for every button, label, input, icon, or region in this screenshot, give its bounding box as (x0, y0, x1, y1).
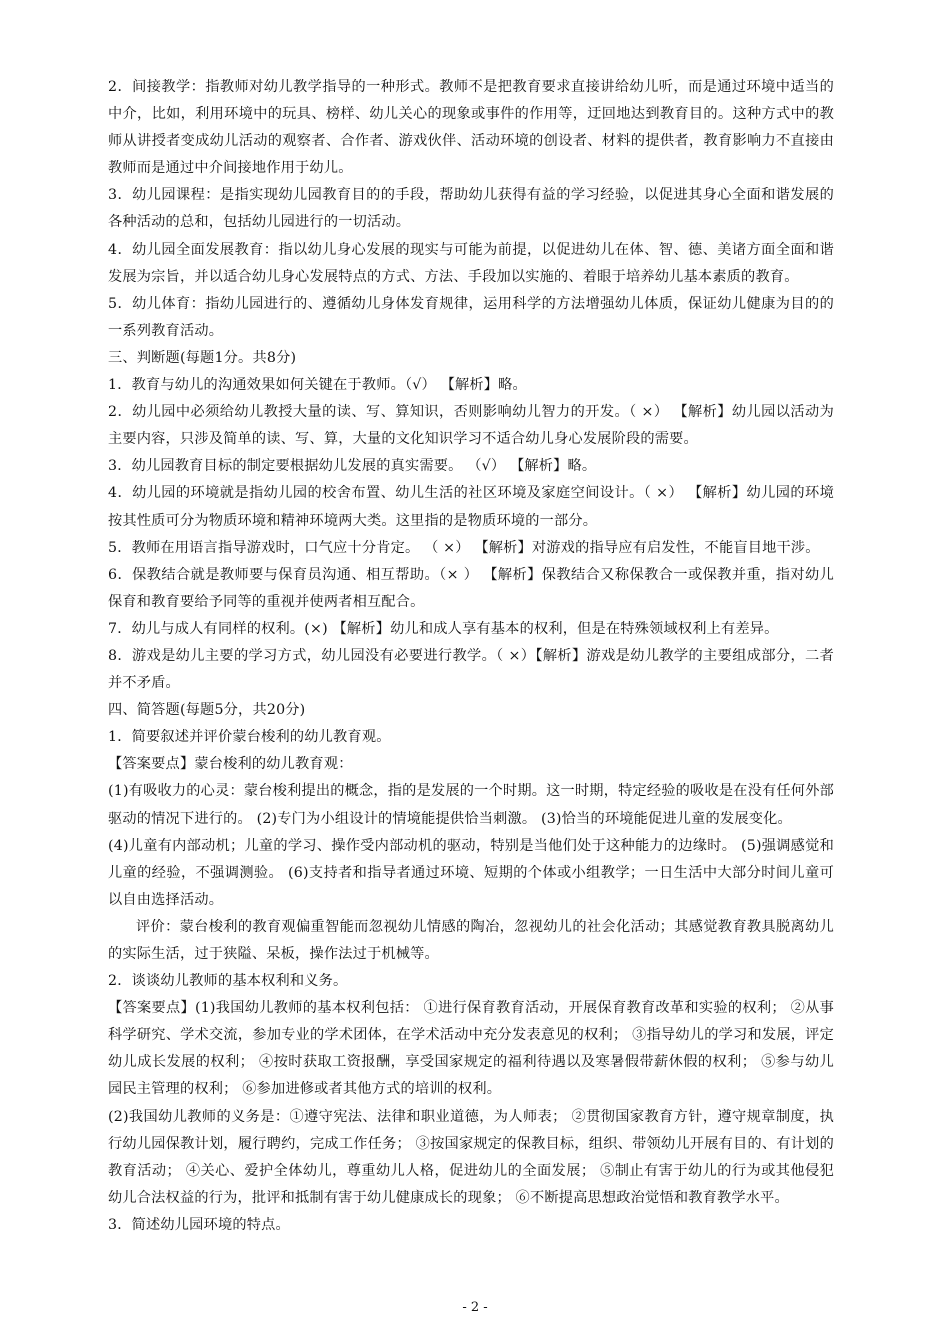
section-heading-short-answer: 四、简答题(每题5分，共20分) (108, 702, 306, 719)
true-false-item-4: 4．幼儿园的环境就是指幼儿园的校舍布置、幼儿生活的社区环境及家庭空间设计。（ ×） 【解析】幼儿园的环境按其性质可分为物质环境和精神环境两大类。这里指的是物质环境的一部分。 (108, 485, 834, 529)
true-false-item-2: 2．幼儿园中必须给幼儿教授大量的读、写、算知识，否则影响幼儿智力的开发。（ ×） 【解析】幼儿园以活动为主要内容，只涉及简单的读、写、算，大量的文化知识学习不适合幼儿身心发展阶段的需要。 (108, 404, 834, 448)
paragraph-physical-education: 5．幼儿体育：指幼儿园进行的、遵循幼儿身体发育规律，运用科学的方法增强幼儿体质，保证幼儿健康为目的的一系列教育活动。 (108, 295, 834, 339)
section-heading-true-false: 三、判断题(每题1分。共8分) (108, 349, 297, 366)
true-false-item-5: 5．教师在用语言指导游戏时，口气应十分肯定。 （ ×） 【解析】对游戏的指导应有启发性，不能盲目地干涉。 (108, 539, 820, 556)
true-false-item-1: 1．教育与幼儿的沟通效果如何关键在于教师。（√） 【解析】略。 (108, 377, 527, 394)
paragraph-comprehensive-education: 4．幼儿园全面发展教育：指以幼儿身心发展的现实与可能为前提，以促进幼儿在体、智、德、美诸方面全面和谐发展为宗旨，并以适合幼儿身心发展特点的方式、方法、手段加以实施的、着眼于培养幼儿基本素质的教育。 (108, 241, 834, 285)
true-false-item-7: 7．幼儿与成人有同样的权利。(×) 【解析】幼儿和成人享有基本的权利，但是在特殊领域权利上有差异。 (108, 620, 779, 637)
paragraph-indirect-teaching: 2．间接教学：指教师对幼儿教学指导的一种形式。教师不是把教育要求直接讲给幼儿听，而是通过环境中适当的中介，比如，利用环境中的玩具、榜样、幼儿关心的现象或事件的作用等，迂回地达到教育目的。这种方式中的教师从讲授者变成幼儿活动的观察者、合作者、游戏伙伴、活动环境的创设者、材料的提供者，教育影响力不直接由教师而是通过中介间接地作用于幼儿。 (108, 79, 834, 177)
answer-teacher-rights: 【答案要点】(1)我国幼儿教师的基本权利包括： ①进行保育教育活动，开展保育教育改革和实验的权利； ②从事科学研究、学术交流，参加专业的学术团体，在学术活动中充分发表意见的权利； ③指导幼儿的学习和发展，评定幼儿成长发展的权利； ④按时获取工资报酬，享受国家规定的福利待遇以及寒暑假带薪休假的权利； ⑤参与幼儿园民主管理的权利； ⑥参加进修或者其他方式的培训的权利。 (108, 1000, 834, 1098)
answer-teacher-duties: (2)我国幼儿教师的义务是：①遵守宪法、法律和职业道德，为人师表； ②贯彻国家教育方针，遵守规章制度，执行幼儿园保教计划，履行聘约，完成工作任务； ③按国家规定的保教目标，组织、带领幼儿开展有目的、有计划的教育活动； ④关心、爱护全体幼儿，尊重幼儿人格，促进幼儿的全面发展； ⑤制止有害于幼儿的行为或其他侵犯幼儿合法权益的行为，批评和抵制有害于幼儿健康成长的现象； ⑥不断提高思想政治觉悟和教育教学水平。 (108, 1108, 834, 1206)
short-answer-question-2: 2．谈谈幼儿教师的基本权利和义务。 (108, 973, 348, 990)
true-false-item-8: 8．游戏是幼儿主要的学习方式，幼儿园没有必要进行教学。（ ×）【解析】游戏是幼儿教学的主要组成部分，二者并不矛盾。 (108, 647, 834, 692)
answer-montessori-points-4-6: (4)儿童有内部动机；儿童的学习、操作受内部动机的驱动，特别是当他们处于这种能力的边缘时。 (5)强调感觉和儿童的经验，不强调测验。 (6)支持者和指导者通过环境、短期的个体或小组教学；一日生活中大部分时间儿童可以自由选择活动。 (108, 837, 834, 908)
true-false-item-3: 3．幼儿园教育目标的制定要根据幼儿发展的真实需要。 （√） 【解析】略。 (108, 458, 597, 475)
short-answer-question-1: 1．简要叙述并评价蒙台梭利的幼儿教育观。 (108, 729, 391, 746)
answer-key-heading-1: 【答案要点】蒙台梭利的幼儿教育观： (108, 756, 353, 773)
answer-montessori-evaluation: 评价：蒙台梭利的教育观偏重智能而忽视幼儿情感的陶冶，忽视幼儿的社会化活动；其感觉教育教具脱离幼儿的实际生活，过于狭隘、呆板，操作法过于机械等。 (108, 918, 834, 962)
page-number: - 2 - (462, 1300, 488, 1315)
true-false-item-6: 6．保教结合就是教师要与保育员沟通、相互帮助。（× ） 【解析】保教结合又称保教合一或保教并重，指对幼儿保育和教育要给予同等的重视并使两者相互配合。 (108, 566, 834, 610)
paragraph-kindergarten-curriculum: 3．幼儿园课程：是指实现幼儿园教育目的的手段，帮助幼儿获得有益的学习经验，以促进其身心全面和谐发展的各种活动的总和，包括幼儿园进行的一切活动。 (108, 187, 834, 231)
document-page (108, 74, 834, 1239)
short-answer-question-3: 3．简述幼儿园环境的特点。 (108, 1216, 290, 1233)
answer-montessori-points-1-3: (1)有吸收力的心灵：蒙台梭利提出的概念，指的是发展的一个时期。这一时期，特定经验的吸收是在没有任何外部驱动的情况下进行的。 (2)专门为小组设计的情境能提供恰当刺激。 (3)恰当的环境能促进儿童的发展变化。 (108, 783, 834, 827)
